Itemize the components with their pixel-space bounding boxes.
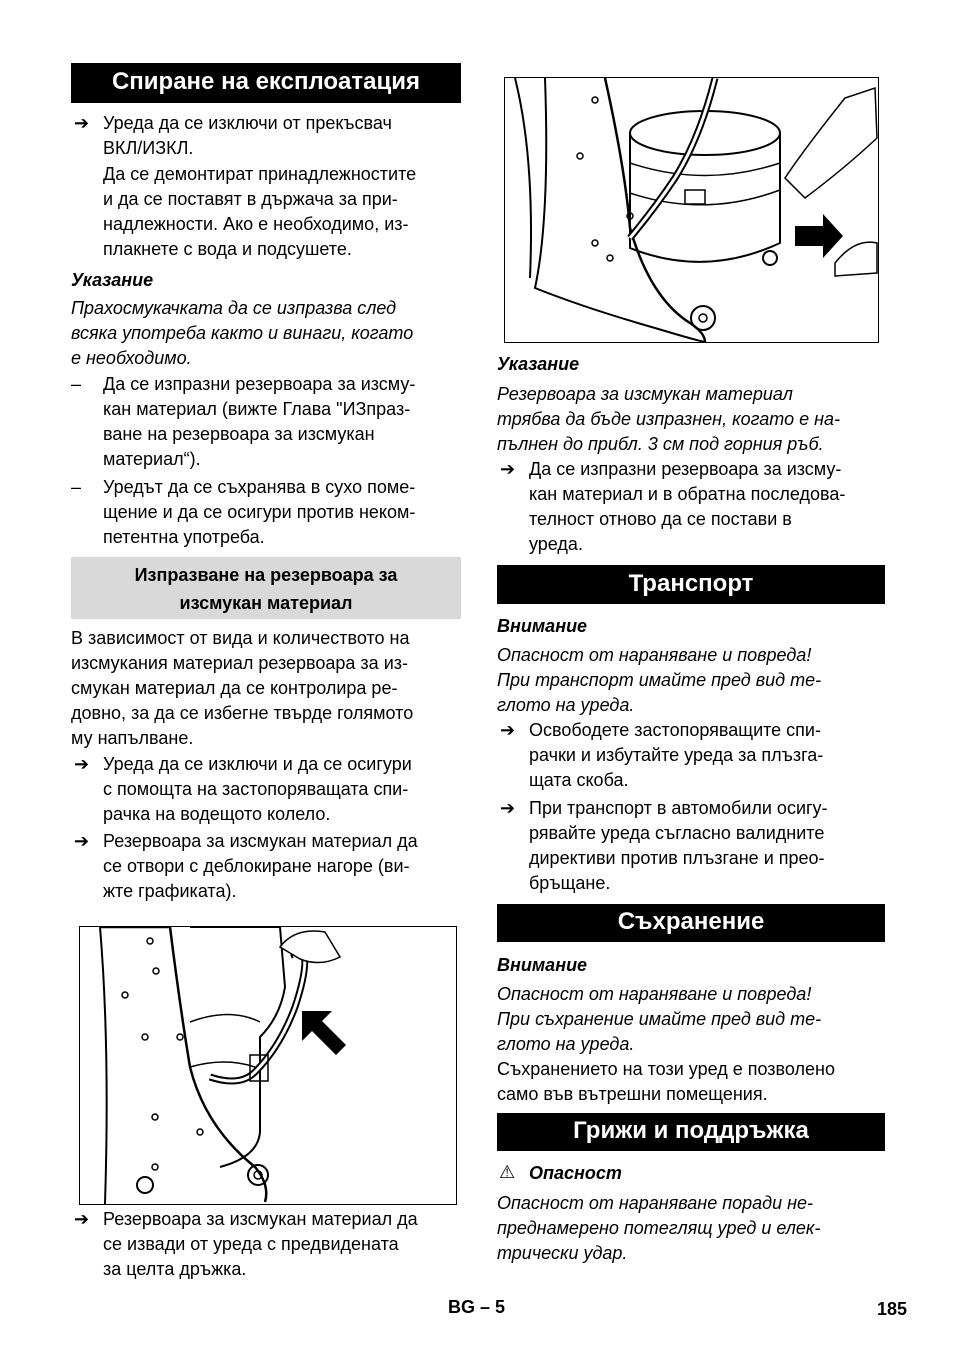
dash-item-empty-container: Да се изпразни резервоара за изсму- кан материал (вижте Глава "ИЗпраз- ване на резервоара за изсмукан материал“). (103, 374, 416, 469)
section-heading-transport: Транспорт (497, 565, 885, 604)
vacuum-pull-drawing (505, 78, 878, 342)
step-switch-off: Уреда да се изключи от прекъсвач ВКЛ/ИЗКЛ. (103, 113, 392, 158)
step-open-container: Резервоара за изсмукан материал да се отвори с деблокиране нагоре (ви- жте графиката). (103, 831, 418, 901)
danger-text: Опасност от нараняване поради не- преднамерено потеглящ уред и елек- трически удар. (497, 1193, 821, 1263)
step-remove-container: Резервоара за изсмукан материал да се извади от уреда с предвидената за целта дръжка. (103, 1209, 418, 1279)
attention-label: Внимание (497, 616, 588, 636)
warning-icon: ⚠ (499, 1162, 516, 1182)
footer-language-page: BG – 5 (448, 1297, 506, 1317)
dash-bullet: – (71, 477, 82, 497)
section-heading-care: Грижи и поддръжка (497, 1113, 885, 1151)
step-release-brakes: Освободете застопоряващите спи- рачки и избутайте уреда за плъзга- щата скоба. (529, 720, 824, 790)
arrow-icon: ➔ (500, 720, 516, 740)
step-remove-accessories: Да се демонтират принадлежностите и да се поставят в държача за при- надлежности. Ако е необходимо, из- плакнете с вода и подсушете. (103, 164, 417, 259)
arrow-icon: ➔ (74, 831, 90, 851)
arrow-icon: ➔ (500, 459, 516, 479)
note-text: Прахосмукачката да се изпразва след всяка употреба както и винаги, когато е необходимо. (71, 298, 414, 368)
note-label: Указание (71, 270, 154, 290)
page-number: 185 (877, 1299, 908, 1319)
illustration-unlock-container (79, 926, 457, 1205)
note-text: Резервоара за изсмукан материал трябва да бъде изпразнен, когато е на- пълнен до прибл. 3 см под горния ръб. (497, 384, 841, 454)
attention-text: Опасност от нараняване и повреда! При транспорт имайте пред вид те- глото на уреда. (497, 645, 822, 715)
danger-label: Опасност (529, 1163, 622, 1183)
illustration-pull-container (504, 77, 879, 343)
dash-bullet: – (71, 374, 82, 394)
storage-text: Съхранението на този уред е позволено само във вътрешни помещения. (497, 1059, 835, 1104)
section-heading-decommissioning: Спиране на експлоатация (71, 63, 461, 103)
section-heading-storage: Съхранение (497, 904, 885, 942)
note-label: Указание (497, 354, 580, 374)
vacuum-unlock-drawing (80, 927, 456, 1204)
step-secure-brake: Уреда да се изключи и да се осигури с помощта на застопоряващата спи- рачка на водещото колело. (103, 754, 412, 824)
subsection-heading-emptying: Изпразване на резервоара за изсмукан материал (71, 557, 461, 619)
emptying-paragraph: В зависимост от вида и количеството на изсмукания материал резервоара за из- смукан материал да се контролира ре- довно, за да се избегне твърде голямото му напълване. (71, 628, 414, 748)
arrow-icon: ➔ (74, 1209, 90, 1229)
arrow-icon: ➔ (74, 754, 90, 774)
attention-text: Опасност от нараняване и повреда! При съхранение имайте пред вид те- глото на уреда. (497, 984, 822, 1054)
arrow-icon: ➔ (500, 798, 516, 818)
dash-item-store-dry: Уредът да се съхранява в сухо поме- щение и да се осигури против неком- петентна употреба. (103, 477, 416, 547)
attention-label: Внимание (497, 955, 588, 975)
step-secure-vehicle: При транспорт в автомобили осигу- рявайте уреда съгласно валидните директиви против плъзгане и прео- бръщане. (529, 798, 828, 893)
arrow-icon: ➔ (74, 113, 90, 133)
step-empty-reinsert: Да се изпразни резервоара за изсму- кан материал и в обратна последова- телност отново да се постави в уреда. (529, 459, 846, 554)
